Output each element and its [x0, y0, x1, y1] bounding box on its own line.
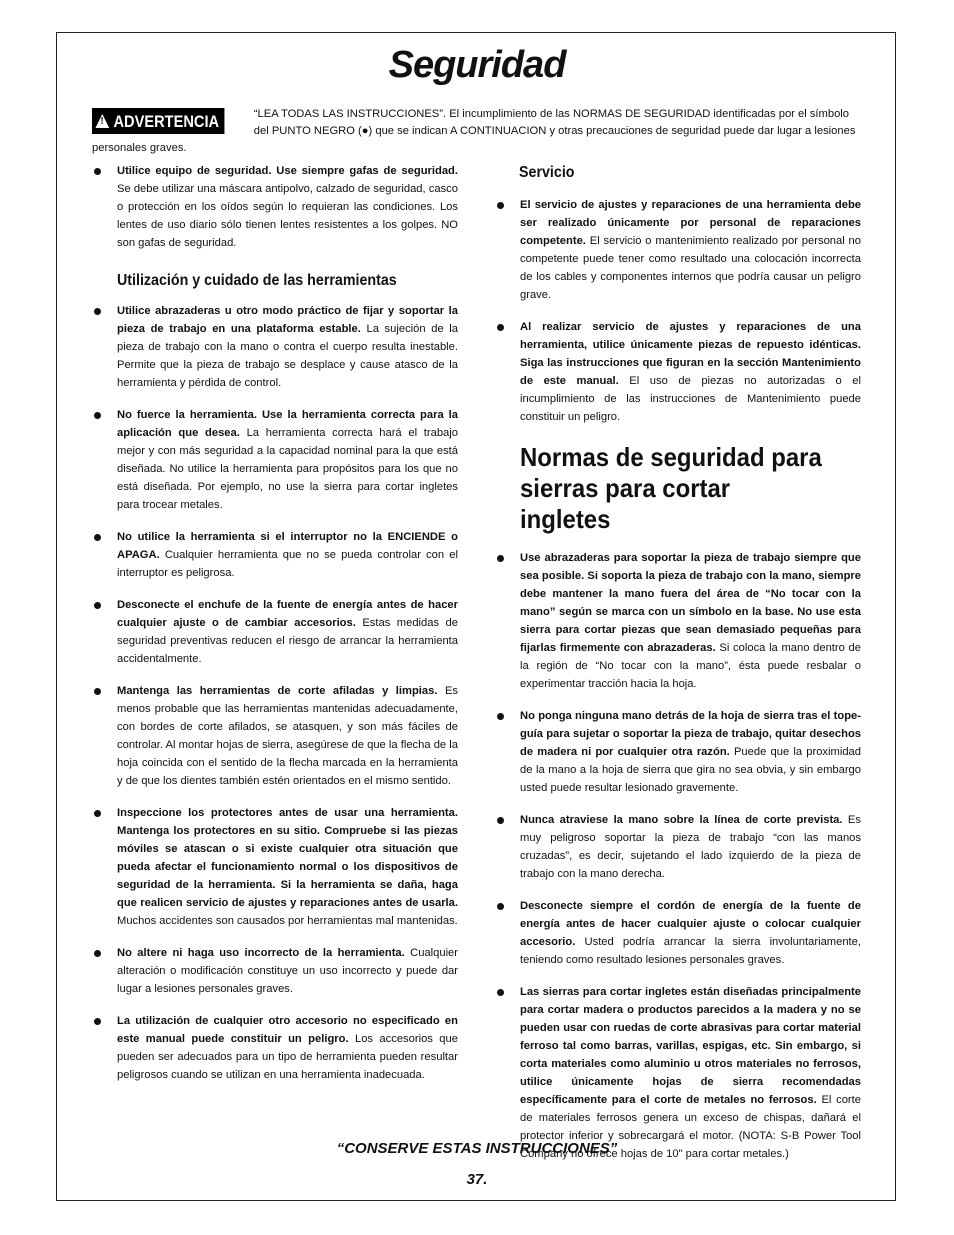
- list-item: [92, 944, 458, 998]
- page-title: Seguridad: [388, 44, 566, 86]
- item-text: Cualquier alteración o modificación constituye un uso incorrecto y puede dar lugar a lesiones personales graves.: [117, 947, 459, 995]
- bullet-icon: [94, 688, 101, 695]
- item-bold: Desconecte el enchufe de la fuente de energía antes de hacer cualquier ajuste o de cambiar accesorios.: [117, 599, 458, 629]
- item-bold: No utilice la herramienta si el interruptor no la ENCIENDE o APAGA.: [117, 531, 458, 561]
- item-bold: Inspeccione los protectores antes de usar una herramienta. Mantenga los protectores en su sitio. Compruebe si las piezas móviles se atascan o si existe cualquier otra situación que pueda afectar el funcionamiento normal o los dispositivos de seguridad de la herramienta. Si la herramienta se daña, haga que realicen servicio de ajustes y reparaciones antes de usarla.: [117, 807, 458, 909]
- item-bold: Utilice equipo de seguridad. Use siempre gafas de seguridad.: [117, 165, 458, 177]
- bullet-icon: [94, 950, 101, 957]
- item-bold: Al realizar servicio de ajustes y reparaciones de una herramienta, utilice únicamente piezas de repuesto idénticas. Siga las instrucciones que figuran en la sección Mantenimiento de este manual.: [520, 321, 861, 387]
- item-bold: Utilice abrazaderas u otro modo práctico de fijar y soportar la pieza de trabajo en una plataforma estable.: [117, 305, 458, 335]
- bullet-icon: [497, 324, 504, 331]
- section-heading-normas: Normas de seguridad para sierras para cortar ingletes: [520, 442, 822, 534]
- bullet-icon: [497, 989, 504, 996]
- item-text: La herramienta correcta hará el trabajo mejor y con más seguridad a la capacidad nominal para la que está diseñada. No utilice la herramienta para propósitos para los que no está diseñada. Por ejemplo, no use la sierra para cortar ingletes para trocear metales.: [117, 427, 458, 511]
- item-text: Usted podría arrancar la sierra involuntariamente, teniendo como resultado lesiones personales graves.: [520, 936, 861, 966]
- item-text: Es muy peligroso soportar la pieza de trabajo “con las manos cruzadas”, es decir, sujetando el lado izquierdo de la pieza de trabajo con la mano derecha.: [520, 814, 861, 880]
- item-text: Los accesorios que pueden ser adecuados para un tipo de herramienta pueden resultar peligrosos cuando se utilizan en una herramienta inadecuada.: [117, 1033, 458, 1081]
- item-bold: Desconecte siempre el cordón de energía de la fuente de energía antes de hacer cualquier ajuste o colocar cualquier accesorio.: [520, 900, 861, 948]
- item-bold: Nunca atraviese la mano sobre la línea de corte prevista.: [520, 814, 843, 826]
- section-heading-servicio: Servicio: [519, 164, 575, 181]
- bullet-icon: [497, 817, 504, 824]
- item-text: Muchos accidentes son causados por herramientas mal mantenidas.: [117, 915, 458, 927]
- bullet-icon: [94, 168, 101, 175]
- item-bold: No fuerce la herramienta. Use la herramienta correcta para la aplicación que desea.: [117, 409, 458, 439]
- item-bold: El servicio de ajustes y reparaciones de una herramienta debe ser realizado únicamente por personal de reparaciones competente.: [520, 199, 861, 247]
- item-text: Si coloca la mano dentro de la región de “No tocar con la mano”, ésta puede resbalar o experimentar tracción hacia la hoja.: [520, 642, 861, 690]
- bullet-icon: [497, 713, 504, 720]
- warning-badge-label: ADVERTENCIA: [113, 111, 220, 131]
- warning-block: [92, 106, 860, 157]
- item-text: Cualquier herramienta que no se pueda controlar con el interruptor es peligrosa.: [117, 549, 458, 579]
- bullet-icon: [497, 903, 504, 910]
- list-item: [92, 1012, 458, 1084]
- item-text: La sujeción de la pieza de trabajo con la mano o contra el cuerpo resulta inestable. Permite que la pieza de trabajo se desplace y cause atasco de la herramienta y pérdida de control.: [117, 323, 458, 389]
- warning-triangle-icon: !: [95, 114, 109, 128]
- bullet-icon: [94, 602, 101, 609]
- bullet-icon: [497, 555, 504, 562]
- list-item: [92, 302, 458, 392]
- item-text: El uso de piezas no autorizadas o el incumplimiento de las instrucciones de Mantenimiento puede constituir un peligro.: [520, 375, 861, 423]
- list-item: [92, 528, 458, 582]
- item-text: El servicio o mantenimiento realizado por personal no competente puede tener como resultado una colocación incorrecta de los cables y componentes internos que podría causar un peligro grave.: [520, 235, 861, 301]
- item-text: Puede que la proximidad de la mano a la hoja de sierra que gira no sea obvia, y sin embargo usted puede resultar lesionado gravemente.: [520, 746, 861, 794]
- list-item: [92, 406, 458, 514]
- list-item: [495, 707, 861, 797]
- bullet-icon: [94, 810, 101, 817]
- list-item: [92, 162, 458, 252]
- item-text: Es menos probable que las herramientas mantenidas adecuadamente, con bordes de corte afilados, se atasquen, y son más fáciles de controlar. Al montar hojas de sierra, asegúrese de que la flecha de la hoja coincida con el sentido de la flecha marcada en la herramienta y de que los dientes también estén orientados en el mismo sentido.: [117, 685, 459, 787]
- list-item: [495, 811, 861, 883]
- list-item: [92, 682, 458, 790]
- bullet-icon: [94, 412, 101, 419]
- item-text: El corte de materiales ferrosos genera un exceso de chispas, dañará el protector inferior y sobrecargará el motor. (NOTA: S-B Power Tool Company no ofrece hojas de 10" para cortar metales.): [520, 1094, 861, 1160]
- bullet-icon: [94, 1018, 101, 1025]
- page-number: 37.: [466, 1171, 488, 1188]
- list-item: [495, 318, 861, 426]
- list-item: [92, 804, 458, 930]
- list-item: [495, 983, 861, 1163]
- item-bold: Mantenga las herramientas de corte afiladas y limpias.: [117, 685, 438, 697]
- item-bold: Use abrazaderas para soportar la pieza de trabajo siempre que sea posible. Si soporta la pieza de trabajo con la mano, siempre debe mantener la mano fuera del área de “No tocar con la mano” según se marca con un símbolo en la base. No use esta sierra para cortar piezas que sean demasiado pequeñas para fijarlas firmemente con abrazaderas.: [520, 552, 861, 654]
- warning-badge: [92, 108, 224, 134]
- bullet-icon: [497, 202, 504, 209]
- bullet-icon: [94, 308, 101, 315]
- footer-note: “CONSERVE ESTAS INSTRUCCIONES”: [336, 1140, 618, 1157]
- item-text: Se debe utilizar una máscara antipolvo, calzado de seguridad, casco o protección en los oídos según lo requieran las condiciones. Los lentes de uso diario sólo tienen lentes resistentes a los golpes. NO son gafas de seguridad.: [117, 183, 458, 249]
- item-bold: Las sierras para cortar ingletes están diseñadas principalmente para cortar madera o productos parecidos a la madera y no se pueden usar con ruedas de corte abrasivas para cortar material ferroso tal como barras, varillas, espigas, etc. Sin embargo, si corta materiales como aluminio u otros materiales no ferrosos, utilice únicamente hojas de sierra recomendadas específicamente para el corte de metales no ferrosos.: [520, 986, 861, 1106]
- bullet-icon: [94, 534, 101, 541]
- warning-text: “LEA TODAS LAS INSTRUCCIONES”. El incumplimiento de las NORMAS DE SEGURIDAD identificadas por el símbolo del PUNTO NEGRO (●) que se indican A CONTINUACION y otras precauciones de seguridad puede dar lugar a lesiones personales graves.: [92, 108, 856, 154]
- item-bold: La utilización de cualquier otro accesorio no especificado en este manual puede constituir un peligro.: [117, 1015, 458, 1045]
- item-text: Estas medidas de seguridad preventivas reducen el riesgo de arrancar la herramienta accidentalmente.: [117, 617, 458, 665]
- right-column: [495, 162, 861, 1163]
- section-heading: Utilización y cuidado de las herramientas: [117, 272, 397, 289]
- item-bold: No ponga ninguna mano detrás de la hoja de sierra tras el tope-guía para sujetar o soportar la pieza de trabajo, quitar desechos de madera ni por cualquier otra razón.: [520, 710, 861, 758]
- list-item: [495, 196, 861, 304]
- left-column: [92, 162, 458, 1084]
- list-item: [495, 897, 861, 969]
- list-item: [495, 549, 861, 693]
- item-bold: No altere ni haga uso incorrecto de la herramienta.: [117, 947, 405, 959]
- list-item: [92, 596, 458, 668]
